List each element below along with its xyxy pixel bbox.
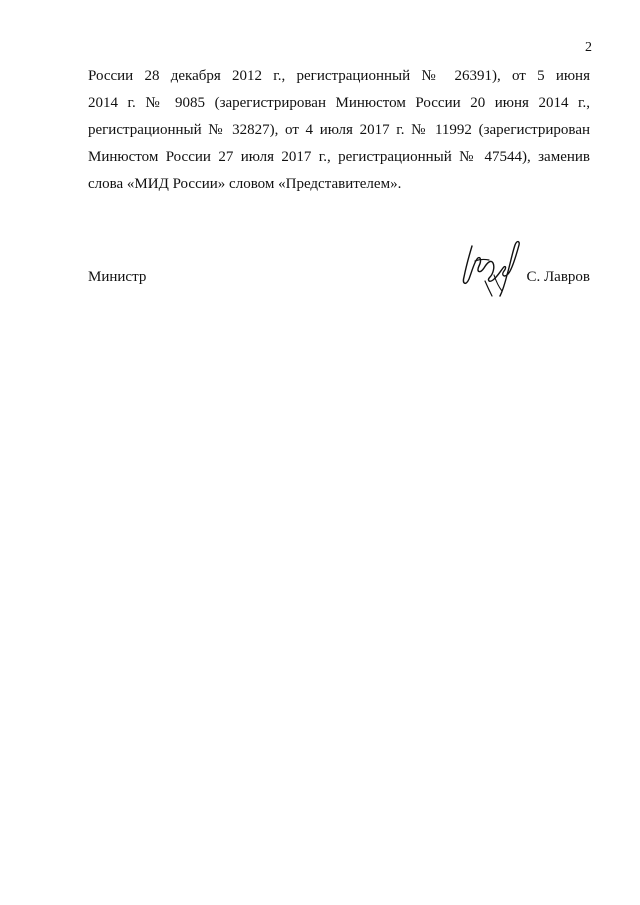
text-line-5: слова «МИД России» словом «Представителем».: [88, 176, 402, 192]
handwritten-signature: [456, 232, 532, 298]
page-number: 2: [585, 40, 592, 55]
body-text: [88, 63, 590, 198]
text-line-4: Минюстом России 27 июля 2017 г., регистрационный № 47544), заменив: [88, 149, 590, 165]
position-title: Министр: [88, 269, 147, 285]
text-line-1: России 28 декабря 2012 г., регистрационный № 26391), от 5 июня: [88, 68, 590, 84]
signer-name: С. Лавров: [526, 269, 590, 285]
text-line-2: 2014 г. № 9085 (зарегистрирован Минюстом России 20 июня 2014 г.,: [88, 95, 590, 111]
text-line-3: регистрационный № 32827), от 4 июля 2017 г. № 11992 (зарегистрирован: [88, 122, 590, 138]
